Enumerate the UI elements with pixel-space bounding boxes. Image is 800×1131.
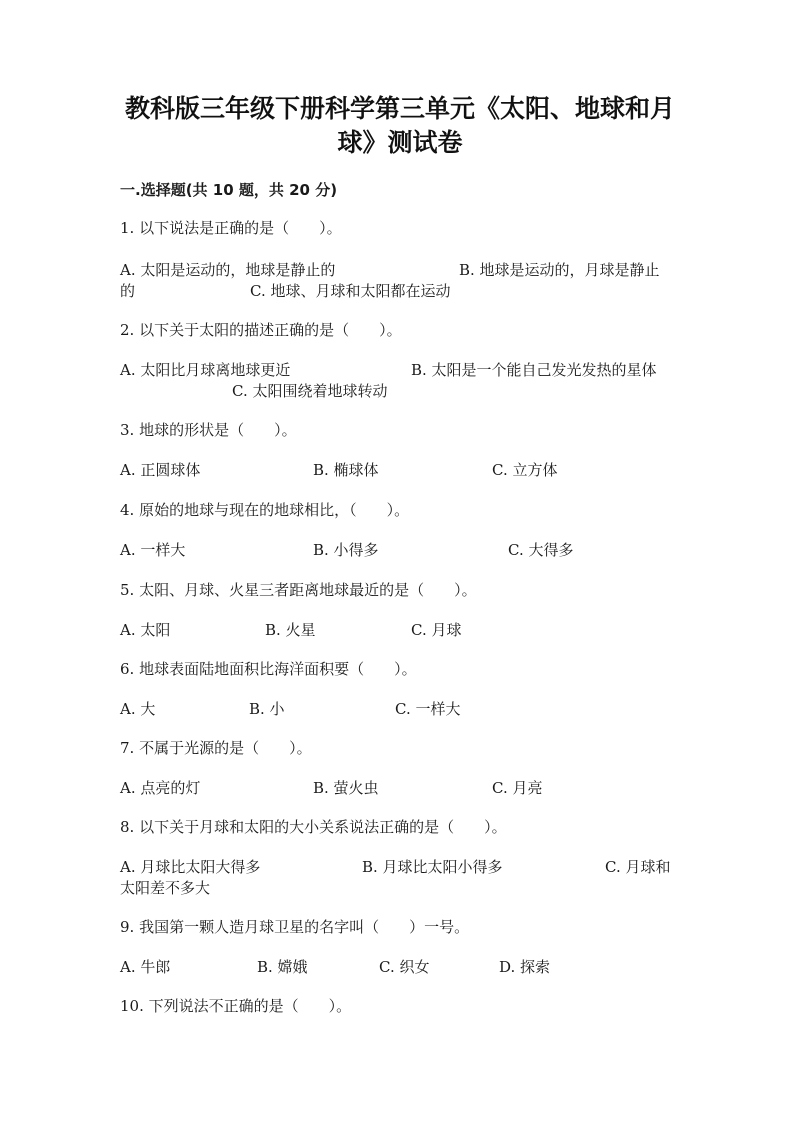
q9-option-c: C. 织女: [379, 958, 430, 976]
q9-option-a: A. 牛郎: [120, 958, 171, 976]
q6-option-c: C. 一样大: [395, 700, 461, 718]
question-9: 9. 我国第一颗人造月球卫星的名字叫（ ）一号。: [120, 918, 470, 936]
q8-option-a: A. 月球比太阳大得多: [120, 858, 261, 876]
title-line-1: 教科版三年级下册科学第三单元《太阳、地球和月: [124, 94, 675, 123]
q8-option-b: B. 月球比太阳小得多: [362, 858, 503, 876]
title-line-2: 球》测试卷: [337, 128, 463, 157]
q4-option-a: A. 一样大: [120, 541, 186, 559]
q6-option-a: A. 大: [120, 700, 156, 718]
q5-option-a: A. 太阳: [120, 621, 171, 639]
question-8: 8. 以下关于月球和太阳的大小关系说法正确的是（ ）。: [120, 818, 507, 836]
exam-title: [100, 92, 700, 160]
q7-option-a: A. 点亮的灯: [120, 779, 201, 797]
q9-option-d: D. 探索: [499, 958, 551, 976]
question-2: 2. 以下关于太阳的描述正确的是（ ）。: [120, 321, 402, 339]
q8-option-c-wrap: 太阳差不多大: [120, 879, 211, 897]
q5-option-c: C. 月球: [411, 621, 462, 639]
question-10: 10. 下列说法不正确的是（ ）。: [120, 997, 352, 1015]
question-5: 5. 太阳、月球、火星三者距离地球最近的是（ ）。: [120, 581, 477, 599]
q8-option-c: C. 月球和: [605, 858, 671, 876]
q2-option-c: C. 太阳围绕着地球转动: [232, 382, 388, 400]
q4-option-b: B. 小得多: [313, 541, 379, 559]
question-4: 4. 原始的地球与现在的地球相比，（ ）。: [120, 501, 410, 519]
q3-option-a: A. 正圆球体: [120, 461, 201, 479]
q4-option-c: C. 大得多: [508, 541, 574, 559]
q1-option-b: B. 地球是运动的，月球是静止: [459, 261, 660, 279]
q1-option-c: C. 地球、月球和太阳都在运动: [250, 282, 451, 300]
question-1: 1. 以下说法是正确的是（ ）。: [120, 219, 342, 237]
q3-option-b: B. 椭球体: [313, 461, 379, 479]
q7-option-b: B. 萤火虫: [313, 779, 379, 797]
question-6: 6. 地球表面陆地面积比海洋面积要（ ）。: [120, 660, 417, 678]
q2-option-a: A. 太阳比月球离地球更近: [120, 361, 291, 379]
q2-option-b: B. 太阳是一个能自己发光发热的星体: [411, 361, 657, 379]
q3-option-c: C. 立方体: [492, 461, 558, 479]
q7-option-c: C. 月亮: [492, 779, 543, 797]
q1-option-b-wrap: 的: [120, 282, 136, 300]
question-3: 3. 地球的形状是（ ）。: [120, 421, 297, 439]
question-7: 7. 不属于光源的是（ ）。: [120, 739, 312, 757]
q5-option-b: B. 火星: [265, 621, 316, 639]
q9-option-b: B. 嫦娥: [257, 958, 308, 976]
q6-option-b: B. 小: [249, 700, 285, 718]
q1-option-a: A. 太阳是运动的，地球是静止的: [120, 261, 336, 279]
section-heading: 一.选择题(共 10 题，共 20 分): [120, 181, 338, 199]
